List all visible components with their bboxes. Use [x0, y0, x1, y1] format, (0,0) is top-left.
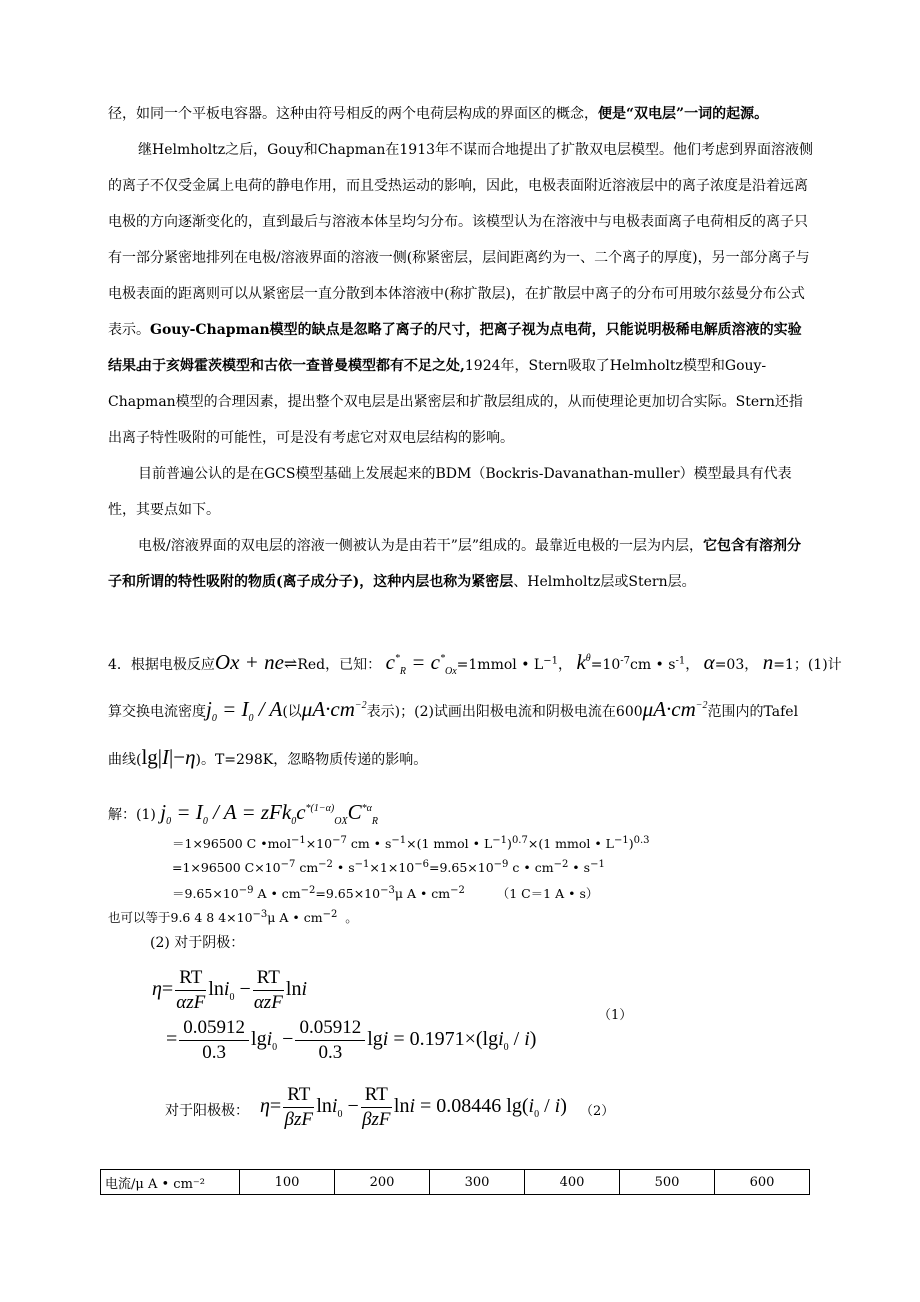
equation-2-tag: [580, 1100, 614, 1119]
paragraph-5: [108, 528, 813, 600]
text: =1mmol • L: [456, 657, 544, 673]
formula: $j_0 = I_0 / A = zFk_0c^{*(1-\alpha)}_{OX}C^{*\alpha}_R$: [160, 800, 378, 828]
formula: -1: [675, 655, 686, 667]
equation-2: η= $\frac{RT}{\text{βzF}}$ lni$_0$ − $\frac{RT}{\text{βzF}}$ lni = 0.08446 $\lg(i_0 / i)$: [260, 1084, 567, 1130]
text: )。T=298K，忽略物质传递的影响。: [195, 752, 428, 768]
text: Red，已知：: [297, 657, 382, 673]
bold-text: 由于亥姆霍茨模型和古依一查普曼模型都有不足之处,: [138, 358, 465, 374]
current-table: [100, 1169, 810, 1195]
calc-line-1: ＝1×96500 C $•mol^{-1}\times 10^{-7}$ cm • $s^{-1}\times(1$ mmol • $L^{-1})^{0.7}\times(1$ mmol • $L^{-1})^{0.3}$: [172, 834, 650, 851]
text: ＝9.65×10: [172, 886, 239, 901]
formula: −1: [543, 655, 558, 667]
formula: -7: [620, 655, 630, 667]
table-cell: 600: [715, 1170, 810, 1195]
text: ＝1×96500 C •mol: [172, 836, 291, 851]
text: 径，如同一个平板电容器。这种由符号相反的两个电荷层构成的界面区的概念，: [108, 106, 598, 122]
text: 解：(1): [108, 807, 156, 823]
formula: Ox + ne: [214, 650, 284, 674]
paragraph-2: [108, 132, 813, 384]
table-cell: 500: [620, 1170, 715, 1195]
text: 4．根据电极反应: [108, 657, 215, 673]
table-cell: 300: [430, 1170, 525, 1195]
text: 电极/溶液界面的双电层的溶液一侧被认为是由若干”层”组成的。最靠近电极的一层为内层，: [138, 538, 704, 554]
paragraph-1: [108, 96, 813, 132]
text: 曲线(: [108, 752, 142, 768]
formula: $j_0 = I_0 / A$: [206, 697, 283, 725]
calc-note: 也可以等于9.6 4 8 $4\times 10^{-3}\mu$ A • $cm^{-2}$ 。: [108, 908, 358, 925]
text: （1）: [598, 1008, 633, 1023]
formula: $\mu A\cdot cm^{-2}$: [642, 697, 708, 721]
text: 算交换电流密度: [108, 704, 206, 720]
text: =03，: [714, 657, 759, 673]
text: 表示)；(2)试画出阳极电流和阴极电流在600: [366, 704, 643, 720]
text: （2）: [580, 1104, 615, 1119]
bold-text: 便是“双电层”一词的起源。: [598, 106, 769, 122]
formula: n: [762, 650, 774, 674]
text: (以: [282, 704, 302, 720]
question-line-3: [108, 745, 427, 770]
table-header-cell: 电流/μ A • cm⁻²: [101, 1170, 240, 1195]
equation-1-tag: [598, 1004, 632, 1023]
equation-1-line-b: = $\frac{0.05912}{0.3}$ lgi$_0$ − $\frac{0.05912}{0.3}$ lgi = 0.1971×(lgi$_0$ / i): [166, 1017, 537, 1063]
formula: $c^*_R = c^*_{Ox}$: [385, 650, 457, 678]
text: =10: [590, 657, 621, 673]
text: 范围内的Tafel: [707, 704, 799, 720]
text: 也可以等于9.6 4 8 4×10: [108, 910, 253, 925]
solution-line-1: [108, 800, 378, 827]
equation-1-line-a: η= $\frac{RT}{\text{αzF}}$ lni$_0$ − $\frac{RT}{\text{αzF}}$ lni: [152, 967, 308, 1013]
text: =1；(1)计: [773, 657, 842, 673]
text: =1×96500 C×10: [172, 860, 281, 876]
formula: $\mu A\cdot cm^{-2}$: [301, 697, 367, 721]
table-cell: 200: [335, 1170, 430, 1195]
text: 、Helmholtz层或Stern层。: [513, 574, 696, 590]
formula: $k^\theta$: [576, 650, 591, 674]
paragraph-4: [108, 456, 813, 528]
table-cell: 100: [240, 1170, 335, 1195]
formula: α: [703, 650, 715, 674]
equation-2-label: [165, 1100, 249, 1120]
equilibrium-arrow-icon: ⇌: [283, 654, 298, 673]
text: 继Helmholtz之后，Gouy和Chapman在1913年不谋而合地提出了扩散双电层模型。他们考虑到界面溶液侧的离子不仅受金属上电荷的静电作用，而且受热运动的影响，因此，电极表面附近溶液层中的离子浓度是沿着远离电极的方向逐渐变化的，直到最后与溶液本体呈均匀分布。该模型认为在溶液中与电极表面离子电荷相反的离子只有一部分紧密地排列在电极/溶液界面的溶液一侧(称紧密层，层间距离约为一、二个离子的厚度)，另一部分离子与电极表面的距离则可以从紧密层一直分散到本体溶液中(称扩散层)，在扩散层中离子的分布可用玻尔兹曼分布公式表示。: [108, 142, 814, 338]
question-line-1: 4．根据电极反应Ox + ne⇌Red，已知： $c^*_R$ = $c^*_{Ox}=1mmol$ • $L^{-1}$， $k^\theta=10^{-7}cm$ • $s^{-1}$， α=03， n=1；(1)计: [108, 650, 842, 678]
table-row: [101, 1170, 810, 1195]
table-cell: 400: [525, 1170, 620, 1195]
bold-text: 它包含有溶剂分子和所谓的特性吸附的物质(离子成分子)，这种内层也称为紧密层: [108, 538, 802, 590]
text: 目前普遍公认的是在GCS模型基础上发展起来的BDM（Bockris-Davanathan-muller）模型最具有代表性，其要点如下。: [108, 466, 792, 518]
calc-line-3: $=9.65\times 10^{-9}$ A • $cm^{-2}=9.65\times 10^{-3}\mu$ A • $cm^{-2}$ （1 C＝1 A • s）: [172, 884, 599, 901]
paragraph-3: [108, 348, 813, 456]
text: cm • s: [629, 657, 676, 673]
text: 对于阳极极：: [165, 1103, 249, 1119]
text: (2) 对于阴极：: [150, 935, 245, 951]
formula: lg|I|−η: [141, 745, 196, 769]
part-2-heading: [150, 932, 244, 952]
text: 1924年，Stern吸取了Helmholtz模型和Gouy-Chapman模型的合理因素，提出整个双电层是出紧密层和扩散层组成的，从而使理论更加切合实际。Stern还指出离子特性吸附的可能性，可是没有考虑它对双电层结构的影响。: [108, 358, 803, 446]
question-line-2: [108, 697, 798, 724]
calc-line-2: =1×96500 $C\times 10^{-7}$ $cm^{-2}$ • $s^{-1}\times 1\times 10^{-6}=9.65\times 10^{-9}$ c • $cm^{-2}$ • $s^{-1}$: [172, 859, 605, 876]
bold-text: Gouy-Chapman模型的缺点是忽略了离子的尺寸，把离子视为点电荷，只能说明极稀电解质溶液的实验结果。: [108, 322, 802, 374]
